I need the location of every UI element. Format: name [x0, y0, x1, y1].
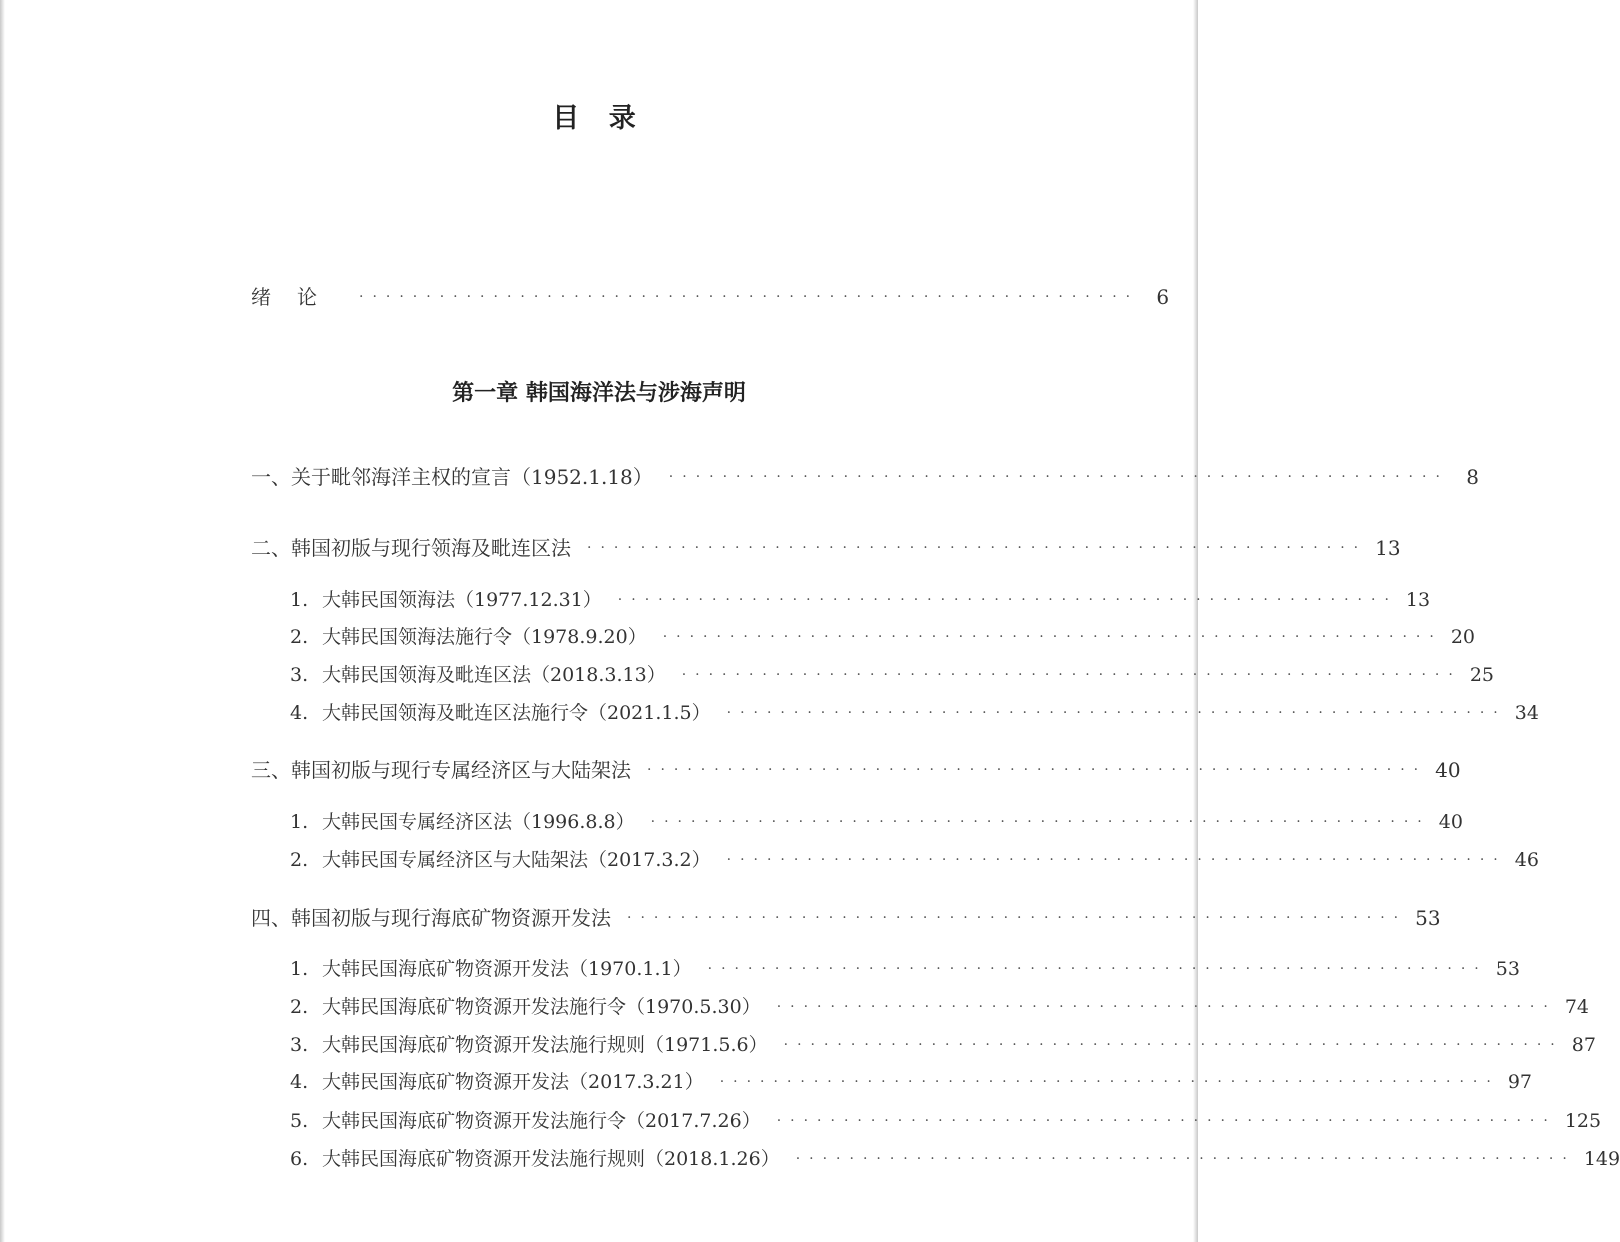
leader-dots: ··························································	[776, 1113, 1557, 1129]
toc-item-number: 1.	[290, 589, 309, 611]
toc-section-2[interactable]	[251, 533, 1401, 563]
toc-item[interactable]	[290, 954, 1520, 984]
chapter-title: 第一章 韩国海洋法与涉海声明	[452, 381, 746, 406]
toc-section-4[interactable]	[251, 903, 1441, 933]
toc-page-number: 87	[1571, 1034, 1596, 1056]
toc-page-number: 6	[1156, 285, 1170, 309]
toc-page-number: 46	[1514, 849, 1539, 871]
toc-item-number: 3.	[290, 1034, 309, 1056]
toc-item-number: 5.	[290, 1110, 309, 1132]
toc-item-number: 1.	[290, 958, 309, 980]
leader-dots: ··························································	[783, 1037, 1564, 1053]
leader-dots: ··························································	[650, 814, 1431, 830]
leader-dots: ··························································	[681, 667, 1462, 683]
page-edge-left	[0, 0, 5, 1242]
toc-page-number: 53	[1495, 958, 1520, 980]
page-title: 目 录	[552, 103, 646, 134]
toc-page-number: 34	[1514, 702, 1539, 724]
toc-item-label: 大韩民国领海法施行令（1978.9.20）	[322, 626, 647, 648]
toc-page-number: 13	[1375, 536, 1401, 560]
toc-item[interactable]	[290, 698, 1539, 728]
toc-section-label: 三、韩国初版与现行专属经济区与大陆架法	[251, 758, 631, 782]
leader-dots: ··························································	[776, 999, 1557, 1015]
toc-page-number: 149	[1583, 1148, 1620, 1170]
toc-page-number: 74	[1564, 996, 1590, 1018]
leader-dots: ··························································	[707, 961, 1488, 977]
toc-item[interactable]	[290, 585, 1431, 615]
toc-page-number: 40	[1435, 758, 1461, 782]
toc-item[interactable]	[290, 1067, 1533, 1097]
toc-item-number: 2.	[290, 996, 309, 1018]
toc-section-3[interactable]	[251, 755, 1461, 785]
toc-item-label: 大韩民国专属经济区法（1996.8.8）	[322, 811, 635, 833]
toc-item[interactable]	[290, 992, 1590, 1022]
toc-item[interactable]	[290, 1030, 1596, 1060]
toc-section-label: 四、韩国初版与现行海底矿物资源开发法	[251, 906, 611, 930]
toc-item[interactable]	[290, 622, 1476, 652]
leader-dots: ··························································	[795, 1151, 1576, 1167]
toc-item-label: 大韩民国领海及毗连区法施行令（2021.1.5）	[322, 702, 711, 724]
toc-item[interactable]	[290, 660, 1495, 690]
leader-dots: ··························································	[647, 762, 1428, 778]
toc-item-number: 4.	[290, 702, 309, 724]
leader-dots: ··························································	[662, 629, 1443, 645]
toc-item[interactable]	[290, 807, 1463, 837]
toc-item-label: 大韩民国海底矿物资源开发法施行规则（2018.1.26）	[322, 1148, 780, 1170]
toc-item-number: 1.	[290, 811, 309, 833]
toc-page-number: 40	[1438, 811, 1463, 833]
toc-page-number: 97	[1507, 1071, 1533, 1093]
toc-section-label: 二、韩国初版与现行领海及毗连区法	[251, 536, 571, 560]
toc-entry-intro[interactable]	[251, 282, 1170, 312]
leader-dots: ··························································	[726, 705, 1507, 721]
toc-item-label: 大韩民国海底矿物资源开发法（1970.1.1）	[322, 958, 692, 980]
leader-dots: ··························································	[587, 540, 1368, 556]
leader-dots: ··························································	[627, 910, 1408, 926]
toc-item-label: 大韩民国领海法（1977.12.31）	[322, 589, 602, 611]
toc-entry-label: 绪论	[251, 285, 343, 309]
toc-item[interactable]	[290, 1144, 1620, 1174]
leader-dots: ··························································	[719, 1074, 1500, 1090]
toc-item-number: 4.	[290, 1071, 309, 1093]
toc-item-label: 大韩民国海底矿物资源开发法施行令（2017.7.26）	[322, 1110, 761, 1132]
toc-page-number: 20	[1450, 626, 1476, 648]
toc-page-number: 125	[1564, 1110, 1602, 1132]
toc-item-number: 3.	[290, 664, 309, 686]
toc-section-1[interactable]	[251, 462, 1479, 492]
toc-item-number: 2.	[290, 849, 309, 871]
toc-item-label: 大韩民国领海及毗连区法（2018.3.13）	[322, 664, 666, 686]
toc-page-number: 8	[1466, 465, 1479, 489]
toc-item-number: 2.	[290, 626, 309, 648]
toc-page-number: 53	[1415, 906, 1441, 930]
toc-item-number: 6.	[290, 1148, 309, 1170]
toc-section-label: 一、关于毗邻海洋主权的宣言（1952.1.18）	[251, 465, 653, 489]
toc-page-number: 25	[1469, 664, 1495, 686]
toc-page-number: 13	[1405, 589, 1431, 611]
toc-item-label: 大韩民国海底矿物资源开发法（2017.3.21）	[322, 1071, 704, 1093]
toc-item[interactable]	[290, 1106, 1602, 1136]
toc-item-label: 大韩民国海底矿物资源开发法施行令（1970.5.30）	[322, 996, 761, 1018]
leader-dots: ··························································	[359, 289, 1140, 305]
leader-dots: ··························································	[617, 592, 1398, 608]
toc-item[interactable]	[290, 845, 1539, 875]
leader-dots: ··························································	[668, 469, 1449, 485]
leader-dots: ··························································	[726, 852, 1507, 868]
toc-item-label: 大韩民国专属经济区与大陆架法（2017.3.2）	[322, 849, 711, 871]
toc-item-label: 大韩民国海底矿物资源开发法施行规则（1971.5.6）	[322, 1034, 768, 1056]
